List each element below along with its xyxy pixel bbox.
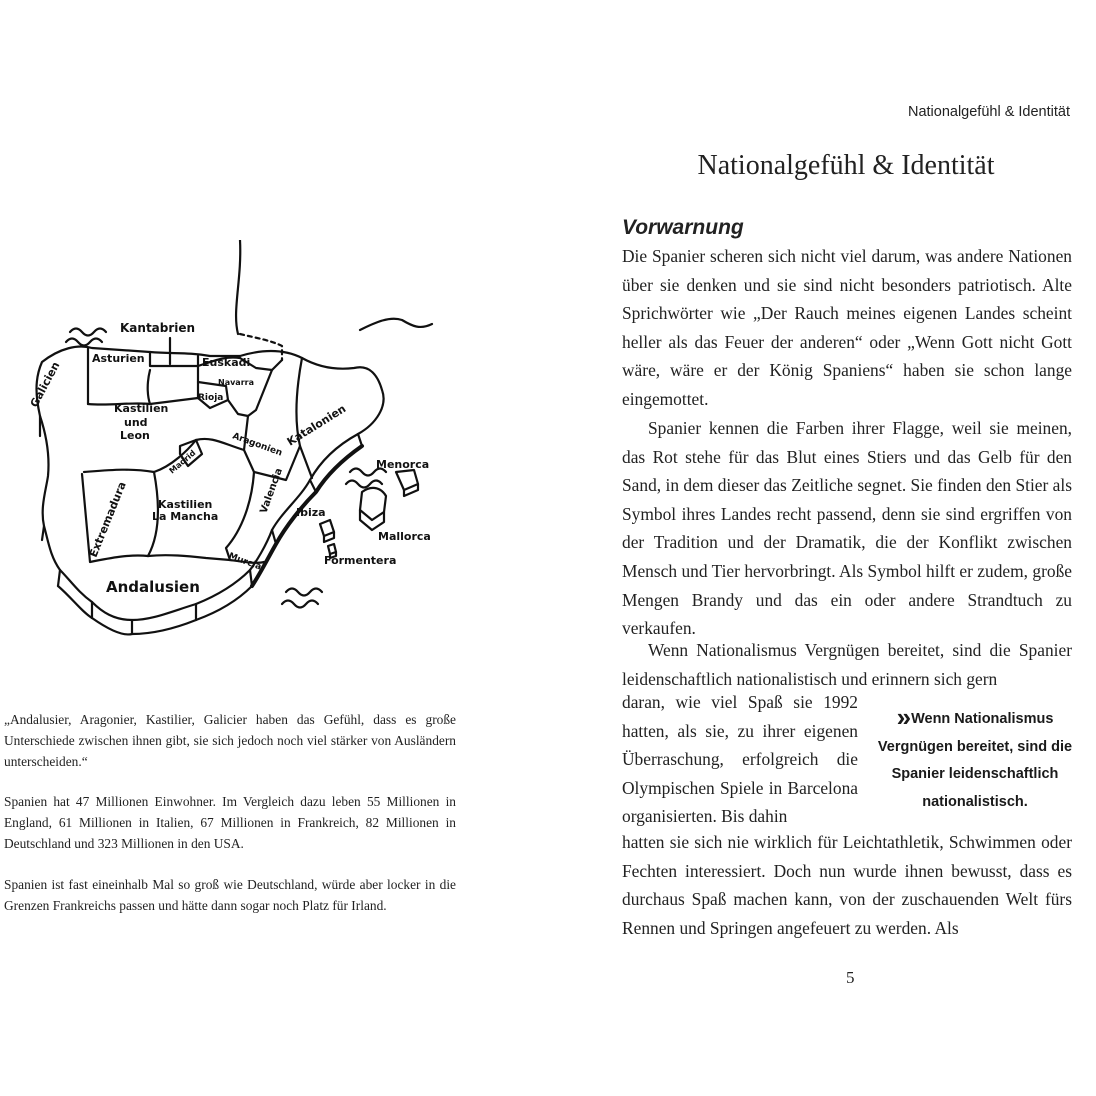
label-galicien: Galicien: [27, 359, 63, 410]
label-kastilien-leon-1: Kastilien: [114, 402, 169, 415]
wave-south-2-icon: [282, 601, 318, 608]
ibiza-island: [320, 520, 334, 536]
label-kastilien-mancha-1: Kastilien: [158, 498, 213, 511]
paragraph-1: [622, 242, 1072, 414]
label-navarra: Navarra: [218, 378, 254, 387]
wave-east-2-icon: [346, 481, 382, 488]
label-aragonien: Aragonien: [230, 431, 284, 459]
label-andalusien: Andalusien: [106, 578, 200, 596]
paragraph-3-wrapped-text: daran, wie viel Spaß sie 1992 hatten, als sie, zu ihrer eigenen Überraschung, erfolgreich die Olympischen Spiele in Barcelona organisierten. Bis dahin: [622, 692, 858, 827]
label-murcia: Murcia: [226, 551, 263, 573]
label-extremadura: Extremadura: [86, 479, 129, 560]
menorca-island: [396, 470, 418, 490]
label-valencia: Valencia: [258, 466, 286, 516]
label-kastilien-mancha-2: La Mancha: [152, 510, 219, 523]
running-header: Nationalgefühl & Identität: [907, 104, 1070, 120]
label-kantabrien: Kantabrien: [120, 321, 196, 335]
paragraph-3-rest-text: hatten sie sich nie wirklich für Leichtathletik, Schwimmen oder Fechten interessiert. Doch nun wurde ihnen bewusst, dass es durchaus Spaß machen kann, von der zuschauenden Welt fürs Rennen und Springen angefeuert zu werden. Als: [622, 832, 1072, 938]
label-formentera: Formentera: [324, 554, 397, 567]
formentera-island: [328, 544, 336, 554]
sidenote-size: Spanien ist fast eineinhalb Mal so groß wie Deutschland, würde aber locker in die Grenzen Frankreichs passen und hätte dann sogar noch Platz für Irland.: [4, 876, 456, 913]
sidenote-population: Spanien hat 47 Millionen Einwohner. Im Vergleich dazu leben 55 Millionen in England, 61 Millionen in Italien, 67 Millionen in Frankreich, 82 Millionen in Deutschland und 323 Millionen in den USA.: [4, 794, 456, 851]
sidenotes: [4, 710, 456, 936]
paragraph-2: [622, 414, 1072, 643]
page-number: 5: [846, 968, 855, 987]
chevron-quote-icon: »: [896, 702, 906, 732]
chapter-title: Nationalgefühl & Identität: [697, 150, 995, 181]
wave-north-1-icon: [70, 329, 106, 336]
label-rioja: Rioja: [198, 393, 224, 403]
sidenote-quote: „Andalusier, Aragonier, Kastilier, Galicier haben das Gefühl, dass es große Unterschiede zwischen ihnen gibt, sie sich jedoch noch viel stärker von Ausländern unterscheiden.“: [4, 712, 456, 769]
wave-south-1-icon: [286, 589, 322, 596]
pull-quote: [874, 704, 1076, 816]
label-kastilien-leon-2: und: [124, 416, 148, 429]
paragraph-3-lead: [622, 636, 1072, 693]
label-madrid: Madrid: [167, 448, 198, 476]
paragraph-2-text: Spanier kennen die Farben ihrer Flagge, weil sie meinen, das Rot stehe für das Blut eines Stiers und das Gelb für den Sand, in dem dieser das Zeitliche segnet. Sie finden den Stier als Symbol ihres Landes recht passend, denn sie sind ergriffen von der Tradition und der Dramatik, die der Konflikt zwischen Mensch und Tier hervorbringt. Als Symbol hilft er zudem, große Mengen Brandy und das ein oder andere Strandtuch zu verkaufen.: [622, 418, 1072, 639]
label-asturien: Asturien: [92, 352, 145, 365]
label-menorca: Menorca: [376, 458, 430, 471]
pull-quote-text: Wenn Nationalismus Vergnügen bereitet, sind die Spanier leidenschaftlich nationalistisch.: [877, 711, 1073, 810]
paragraph-1-text: Die Spanier scheren sich nicht viel darum, was andere Nationen über sie denken und sie sind nicht besonders patriotisch. Alte Sprichwörter wie „Der Rauch meines eigenen Landes scheint heller als das Feuer der anderen“ oder „Wenn Gott nicht Gott wäre, wäre er der König Spaniens“ haben sie schon lange eingemottet.: [622, 246, 1072, 409]
label-katalonien: Katalonien: [284, 402, 349, 449]
label-mallorca: Mallorca: [378, 530, 431, 543]
label-euskadi: Euskadi: [202, 356, 251, 369]
label-ibiza: Ibiza: [296, 506, 326, 519]
mallorca-island: [360, 488, 386, 520]
spain-regions-map: [20, 240, 460, 660]
paragraph-3-lead-text: Wenn Nationalismus Vergnügen bereitet, sind die Spanier leidenschaftlich nationalistisch und erinnern sich gern: [622, 640, 1072, 689]
wave-north-2-icon: [66, 339, 102, 346]
section-heading: Vorwarnung: [622, 216, 744, 239]
label-kastilien-leon-3: Leon: [120, 429, 150, 442]
